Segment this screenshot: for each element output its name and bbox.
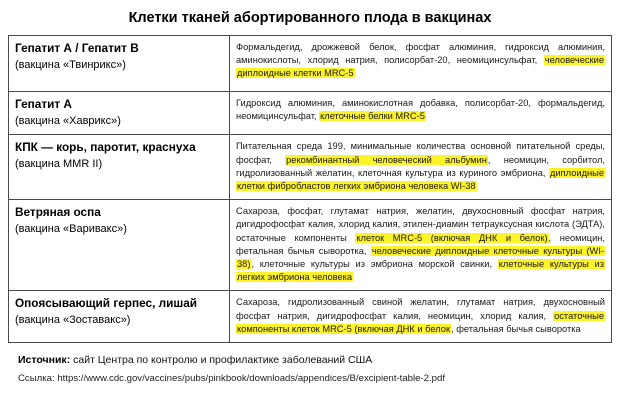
highlighted-ingredient: клеточные белки MRC-5 [320, 110, 425, 121]
table-body [9, 35, 612, 342]
ingredient-text: , клеточные культуры из эмбриона морской свинки, [251, 258, 498, 269]
ingredients-cell [230, 35, 612, 91]
vaccine-ingredients-table [8, 35, 612, 343]
source-row [18, 353, 608, 369]
footer [8, 343, 612, 386]
source-label: Источник: [18, 353, 71, 366]
vaccine-name-cell [9, 200, 230, 291]
table-row [9, 35, 612, 91]
ingredients-cell [230, 135, 612, 200]
table-row [9, 291, 612, 343]
ingredient-text: Формальдегид, дрожжевой белок, фосфат алюминия, гидроксид алюминия, аминокислоты, хлорид натрия, полисорбат-20, неомицинсульфат, [236, 41, 605, 65]
highlighted-ingredient: человеческие диплоидные клетки MRC-5 [237, 54, 604, 79]
table-row [9, 135, 612, 200]
vaccine-name: Опоясывающий герпес, лишай [15, 296, 198, 311]
highlighted-ingredient: рекомбинантный человеческий альбумин [286, 154, 487, 165]
highlighted-ingredient: клеток MRC-5 (включая ДНК и белок) [356, 232, 548, 243]
highlighted-ingredient: клеточные культуры из легких эмбриона человека [237, 258, 604, 283]
vaccine-name: Ветряная оспа [15, 205, 101, 220]
vaccine-name-cell [9, 91, 230, 135]
ingredient-text: , фетальная бычья сыворотка [451, 323, 581, 334]
ingredient-text: Гидроксид алюминия, аминокислотная добавка, полисорбат-20, формальдегид, неомицинсульфат, [236, 97, 605, 121]
link-label: Ссылка: [18, 372, 55, 384]
vaccine-brand: (вакцина MMR II) [15, 158, 103, 171]
vaccine-brand: (вакцина «Твинрикс») [15, 58, 126, 71]
source-url[interactable]: https://www.cdc.gov/vaccines/pubs/pinkbook/downloads/appendices/B/excipient-table-2.pdf [57, 372, 446, 384]
highlighted-ingredient: остаточные компоненты клеток MRC-5 (включая ДНК и белок [237, 310, 604, 334]
highlighted-ingredient: человеческие диплоидные клеточные культуры (WI-38) [237, 245, 605, 269]
ingredient-text: Сахароза, фосфат, глутамат натрия, желатин, двухосновный фосфат натрия, дигидрофосфат калия, хлорид калия, этилен-диамин тетрауксусная кислота (ЭДТА), остаточные компоненты [236, 206, 605, 243]
ingredient-text: Питательная среда 199, минимальные количества основной питательной среды, фосфат, [236, 141, 605, 165]
highlighted-ingredient: диплоидные клетки фибробластов легких эмбриона человека WI-38 [237, 167, 604, 191]
vaccine-name-cell [9, 291, 230, 343]
ingredient-text: Сахароза, гидролизованный свиной желатин, глутамат натрия, двухосновный фосфат натрия, дигидрофосфат калия, неомицин, хлорид калия, [236, 297, 605, 321]
vaccine-brand: (вакцина «Хаврикс») [15, 114, 121, 127]
ingredients-cell [230, 200, 612, 291]
page-title: Клетки тканей абортированного плода в вакцинах [128, 10, 492, 26]
vaccine-name: Гепатит А / Гепатит В [15, 40, 139, 55]
ingredient-text: , неомицин, фетальная бычья сыворотка, [236, 232, 606, 256]
source-text: сайт Центра по контролю и профилактике заболеваний США [73, 353, 373, 366]
vaccine-name: Гепатит А [15, 96, 72, 111]
vaccine-name-cell [9, 35, 230, 91]
vaccine-brand: (вакцина «Зоставакс») [15, 314, 131, 327]
vaccine-name-cell [9, 135, 230, 200]
ingredients-cell [230, 291, 612, 343]
vaccine-name: КПК — корь, паротит, краснуха [15, 140, 196, 155]
ingredients-cell [230, 91, 612, 135]
vaccine-brand: (вакцина «Варивакс») [15, 223, 127, 236]
table-row [9, 91, 612, 135]
table-row [9, 200, 612, 291]
ingredient-text: , неомицин, сорбитол, гидролизованный желатин, клеточная культура из куриного эмбриона, [236, 154, 605, 178]
link-row [18, 369, 608, 386]
